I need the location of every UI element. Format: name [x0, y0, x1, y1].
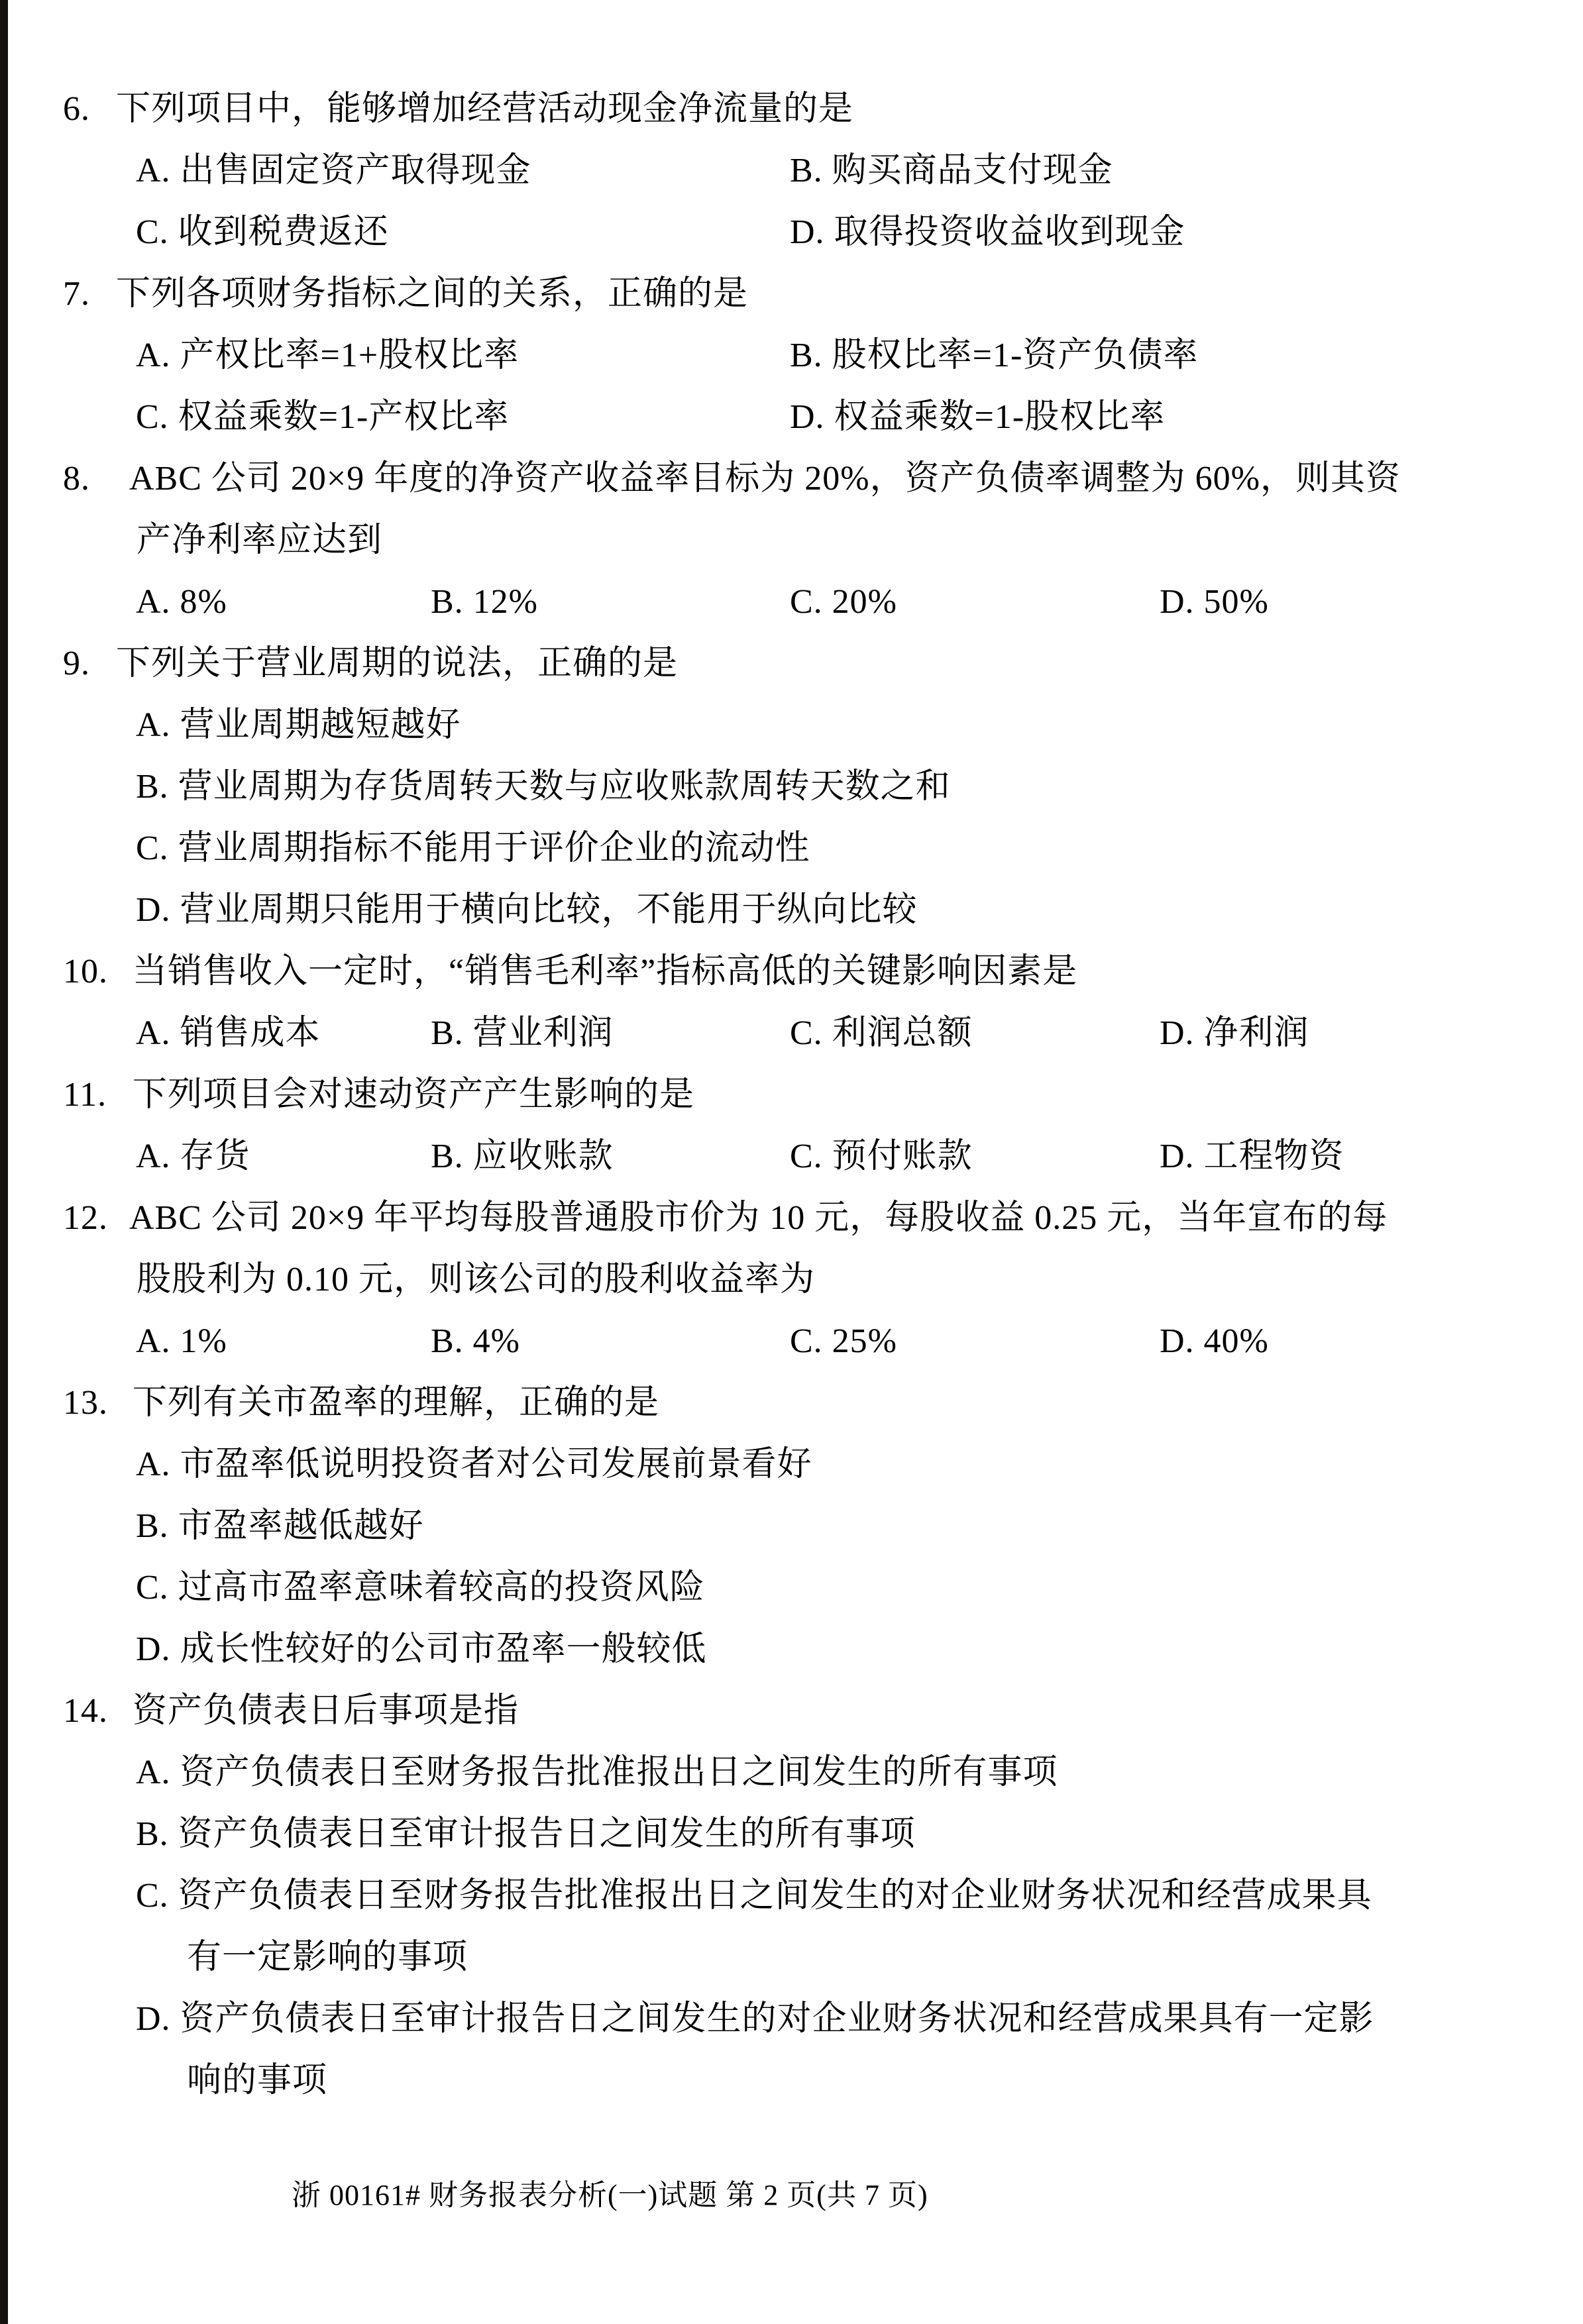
page-footer: 浙 00161# 财务报表分析(一)试题 第 2 页(共 7 页): [292, 2179, 928, 2211]
question-stem: 下列关于营业周期的说法，正确的是: [116, 645, 679, 682]
question-6-options-row-2: [0, 201, 1583, 263]
question-11-stem-row: [0, 1064, 1583, 1126]
option-a: A. 8%: [136, 583, 227, 621]
option-c: C. 过高市盈率意味着较高的投资风险: [136, 1569, 705, 1607]
option-b: B. 股权比率=1-资产负债率: [790, 337, 1199, 374]
option-c: C. 预付账款: [790, 1137, 973, 1175]
option-a: A. 资产负债表日至财务报告批准报出日之间发生的所有事项: [136, 1754, 1058, 1791]
option-a: A. 销售成本: [136, 1014, 321, 1052]
question-12-options-row: [0, 1310, 1583, 1372]
option-d: D. 净利润: [1160, 1014, 1309, 1052]
option-b: B. 4%: [431, 1322, 520, 1360]
question-14-stem-row: [0, 1680, 1583, 1742]
question-9-option-b-row: [0, 756, 1583, 818]
option-b: B. 营业利润: [431, 1014, 614, 1052]
option-b: B. 12%: [431, 583, 538, 621]
question-12-stem-row-2: [0, 1249, 1583, 1310]
question-13-option-d-row: [0, 1618, 1583, 1680]
option-b: B. 营业周期为存货周转天数与应收账款周转天数之和: [136, 768, 951, 806]
option-c-line-1: C. 资产负债表日至财务报告批准报出日之间发生的对企业财务状况和经营成果具: [136, 1877, 1372, 1915]
question-7-options-row-2: [0, 386, 1583, 448]
question-9-option-a-row: [0, 694, 1583, 756]
option-d: D. 权益乘数=1-股权比率: [790, 398, 1166, 436]
option-d: D. 成长性较好的公司市盈率一般较低: [136, 1630, 707, 1668]
question-8-stem-row-1: [0, 448, 1583, 509]
question-stem: 下列项目会对速动资产产生影响的是: [133, 1076, 695, 1114]
question-stem-line-2: 股股利为 0.10 元，则该公司的股利收益率为: [136, 1261, 816, 1298]
option-b: B. 资产负债表日至审计报告日之间发生的所有事项: [136, 1815, 916, 1853]
option-d: D. 40%: [1160, 1322, 1269, 1360]
option-d: D. 50%: [1160, 583, 1269, 621]
question-stem: 资产负债表日后事项是指: [133, 1692, 519, 1730]
question-9-option-d-row: [0, 879, 1583, 941]
question-number: 6.: [63, 90, 90, 128]
option-c: C. 收到税费返还: [136, 213, 389, 251]
question-13-stem-row: [0, 1372, 1583, 1434]
question-stem: 当销售收入一定时，“销售毛利率”指标高低的关键影响因素是: [133, 953, 1078, 990]
question-stem: 下列有关市盈率的理解，正确的是: [133, 1384, 660, 1422]
option-d-line-2: 响的事项: [187, 2062, 328, 2099]
option-a: A. 出售固定资产取得现金: [136, 152, 531, 189]
option-a: A. 营业周期越短越好: [136, 706, 461, 744]
option-d-line-1: D. 资产负债表日至审计报告日之间发生的对企业财务状况和经营成果具有一定影: [136, 2000, 1374, 2038]
option-b: B. 购买商品支付现金: [790, 152, 1113, 189]
option-d: D. 工程物资: [1160, 1137, 1344, 1175]
option-c: C. 利润总额: [790, 1014, 973, 1052]
question-13-option-a-row: [0, 1434, 1583, 1495]
question-10-options-row: [0, 1002, 1583, 1064]
question-14-option-d-row-1: [0, 1988, 1583, 2050]
option-a: A. 产权比率=1+股权比率: [136, 337, 519, 374]
question-stem: 下列项目中，能够增加经营活动现金净流量的是: [116, 90, 854, 128]
question-8-stem-row-2: [0, 509, 1583, 571]
option-c-line-2: 有一定影响的事项: [187, 1938, 468, 1976]
question-9-option-c-row: [0, 818, 1583, 879]
question-14-option-d-row-2: [0, 2050, 1583, 2111]
option-d: D. 营业周期只能用于横向比较，不能用于纵向比较: [136, 891, 918, 929]
question-12-stem-row-1: [0, 1187, 1583, 1249]
question-stem-line-1: ABC 公司 20×9 年度的净资产收益率目标为 20%，资产负债率调整为 60%，则其资: [129, 460, 1401, 498]
question-number: 10.: [63, 953, 108, 990]
question-6-stem-row: [0, 78, 1583, 140]
option-c: C. 25%: [790, 1322, 897, 1360]
question-11-options-row: [0, 1126, 1583, 1187]
option-c: C. 20%: [790, 583, 897, 621]
question-stem: 下列各项财务指标之间的关系，正确的是: [116, 275, 749, 313]
question-8-options-row: [0, 571, 1583, 633]
option-a: A. 1%: [136, 1322, 227, 1360]
question-14-option-c-row-1: [0, 1865, 1583, 1927]
question-number: 12.: [63, 1199, 108, 1237]
option-c: C. 权益乘数=1-产权比率: [136, 398, 510, 436]
question-13-option-c-row: [0, 1557, 1583, 1618]
question-number: 9.: [63, 645, 90, 682]
question-number: 7.: [63, 275, 90, 313]
question-14-option-b-row: [0, 1803, 1583, 1865]
question-stem-line-2: 产净利率应达到: [136, 521, 383, 559]
question-14-option-a-row: [0, 1742, 1583, 1803]
option-a: A. 市盈率低说明投资者对公司发展前景看好: [136, 1446, 812, 1483]
question-10-stem-row: [0, 941, 1583, 1002]
question-7-options-row-1: [0, 325, 1583, 386]
question-number: 11.: [63, 1076, 107, 1114]
question-number: 13.: [63, 1384, 108, 1422]
question-stem-line-1: ABC 公司 20×9 年平均每股普通股市价为 10 元，每股收益 0.25 元，当年宣布的每: [129, 1199, 1388, 1237]
option-c: C. 营业周期指标不能用于评价企业的流动性: [136, 829, 810, 867]
option-b: B. 市盈率越低越好: [136, 1507, 424, 1545]
option-a: A. 存货: [136, 1137, 250, 1175]
question-number: 8.: [63, 460, 90, 498]
question-6-options-row-1: [0, 140, 1583, 201]
questions-area: [0, 78, 1583, 2216]
option-b: B. 应收账款: [431, 1137, 614, 1175]
option-d: D. 取得投资收益收到现金: [790, 213, 1185, 251]
page-footer-row: [0, 2175, 1583, 2216]
question-7-stem-row: [0, 263, 1583, 325]
question-number: 14.: [63, 1692, 108, 1730]
question-9-stem-row: [0, 633, 1583, 694]
question-14-option-c-row-2: [0, 1927, 1583, 1988]
question-13-option-b-row: [0, 1495, 1583, 1557]
